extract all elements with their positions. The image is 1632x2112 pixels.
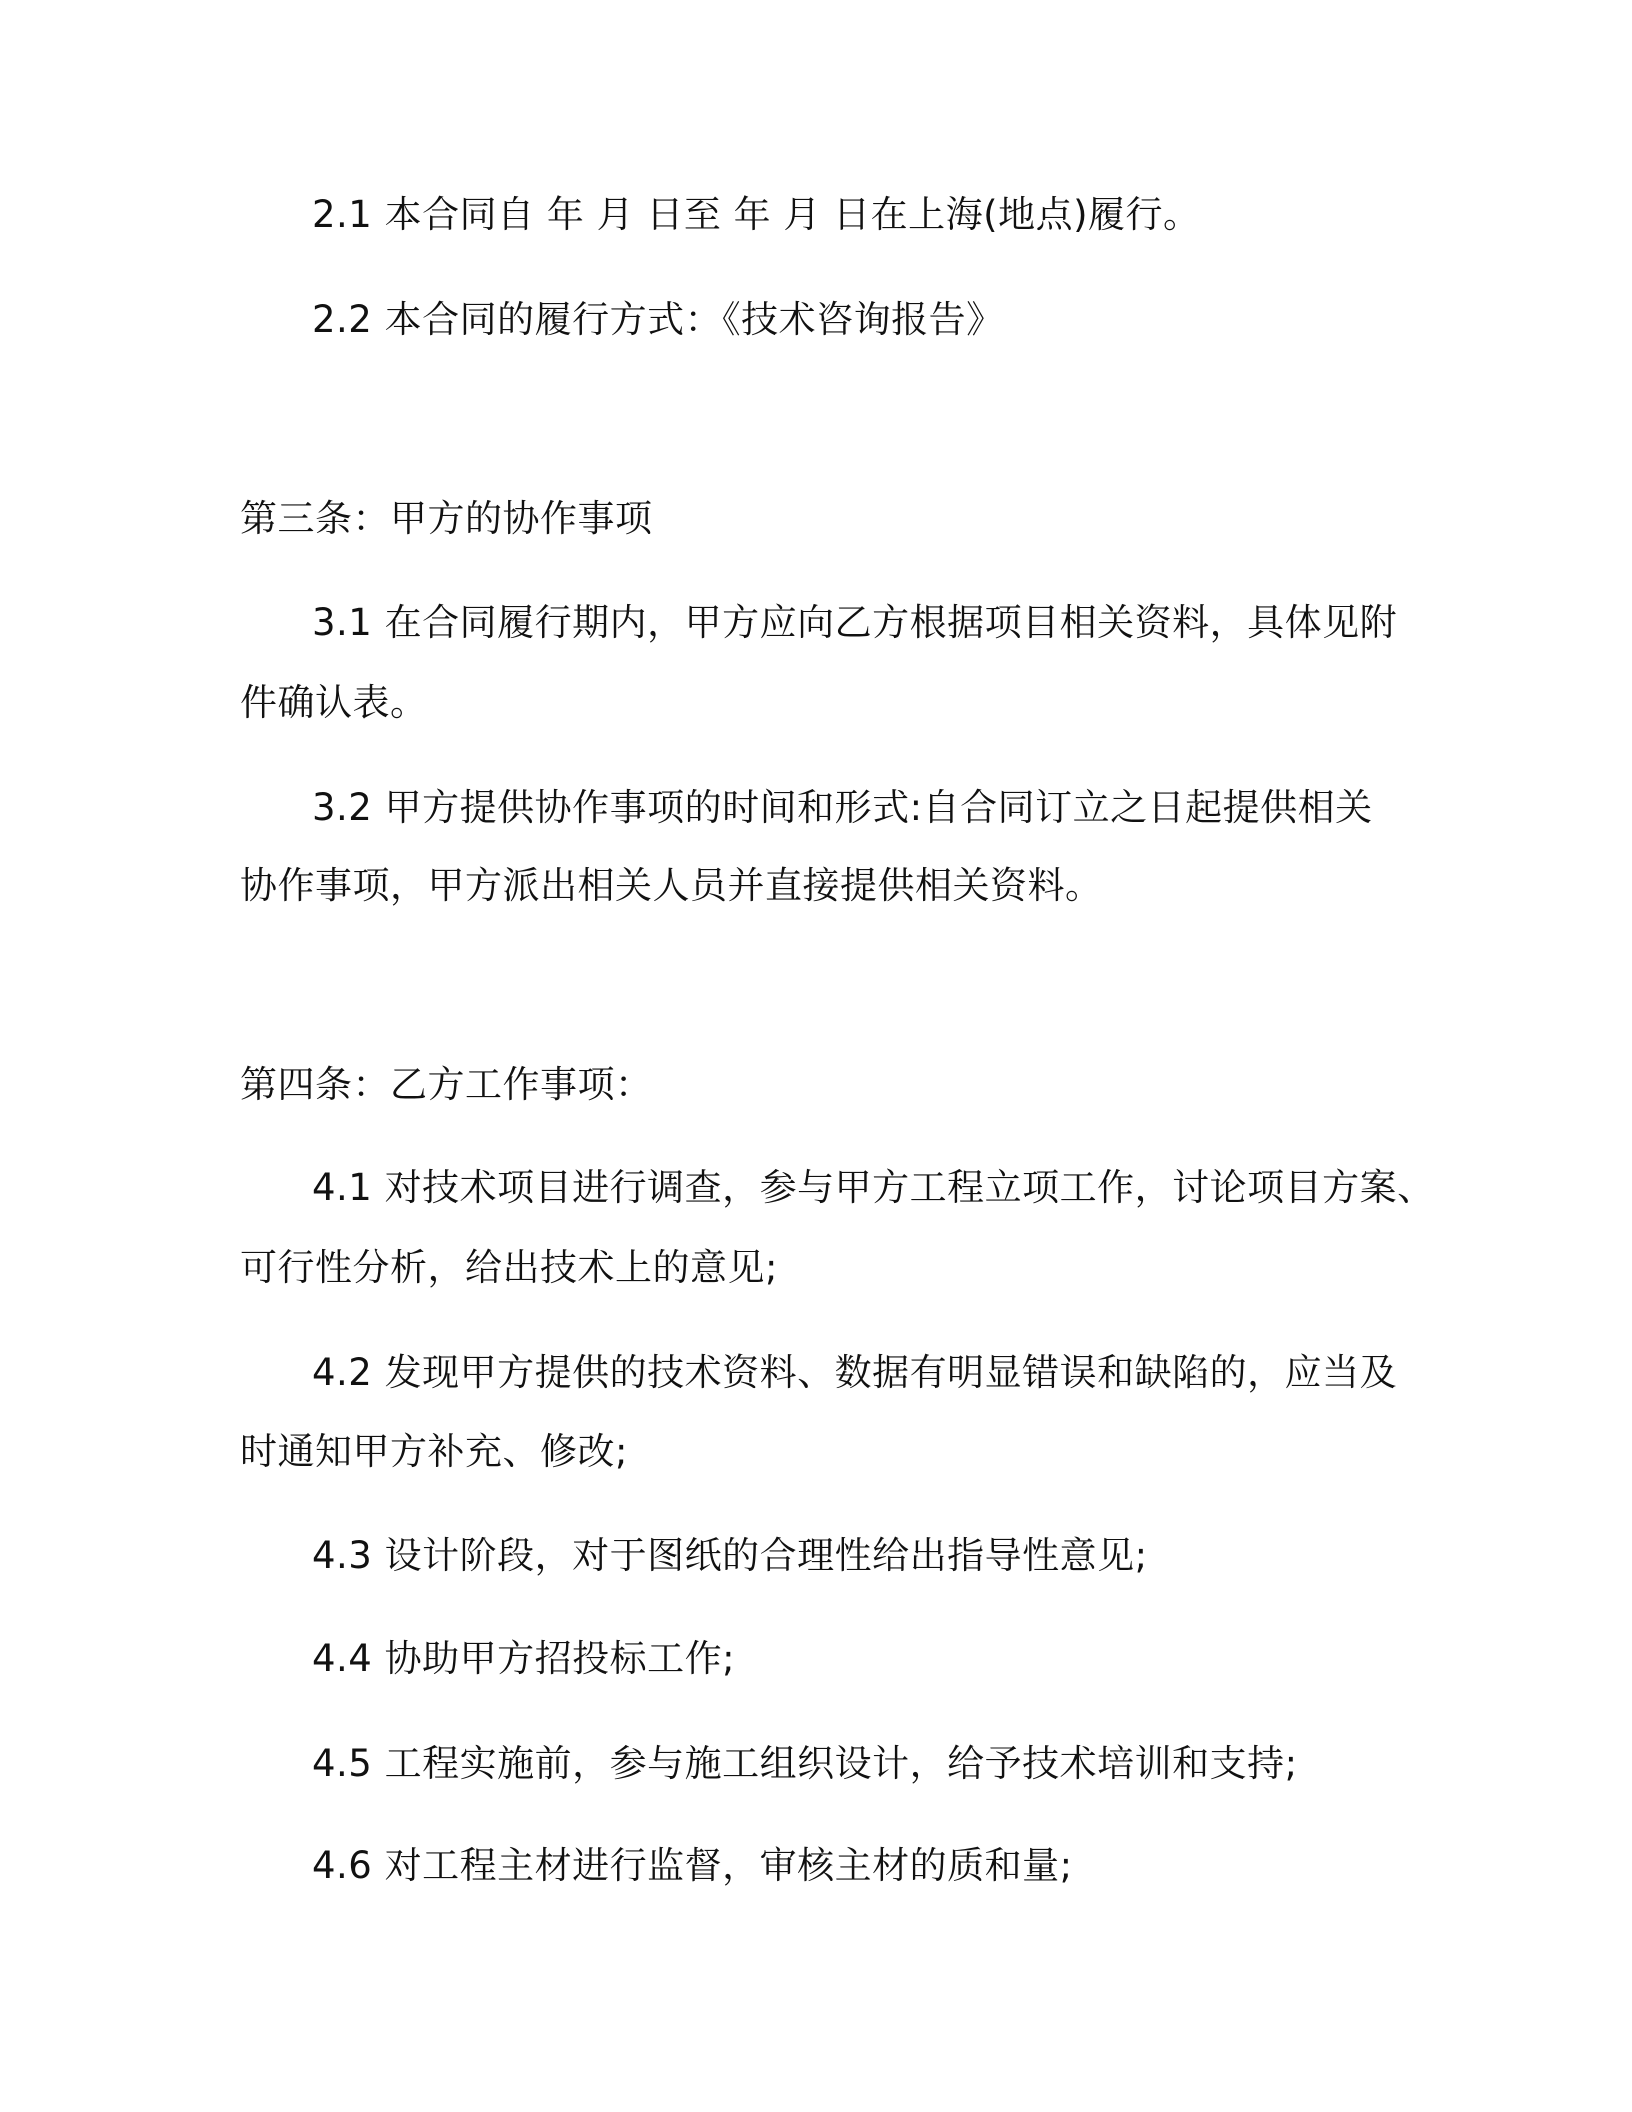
clause-4-2-line-1: 4.2 发现甲方提供的技术资料、数据有明显错误和缺陷的，应当及 [312,1351,1398,1394]
clause-2-2: 2.2 本合同的履行方式：《技术咨询报告》 [312,298,1004,341]
clause-4-2-line-2: 时通知甲方补充、修改; [240,1430,628,1473]
clause-4-3: 4.3 设计阶段，对于图纸的合理性给出指导性意见; [312,1534,1148,1577]
article-3-heading: 第三条：甲方的协作事项 [240,497,653,540]
clause-3-2-line-2: 协作事项，甲方派出相关人员并直接提供相关资料。 [240,864,1103,907]
clause-4-6: 4.6 对工程主材进行监督，审核主材的质和量; [312,1844,1073,1887]
clause-4-4: 4.4 协助甲方招投标工作; [312,1637,736,1680]
clause-4-1-line-1: 4.1 对技术项目进行调查，参与甲方工程立项工作，讨论项目方案、 [312,1166,1435,1209]
clause-4-1-line-2: 可行性分析，给出技术上的意见; [240,1246,778,1289]
clause-3-1-line-1: 3.1 在合同履行期内，甲方应向乙方根据项目相关资料，具体见附 [312,601,1398,644]
clause-3-1-line-2: 件确认表。 [240,681,428,724]
article-4-heading: 第四条：乙方工作事项： [240,1063,653,1106]
clause-3-2-line-1: 3.2 甲方提供协作事项的时间和形式:自合同订立之日起提供相关 [312,786,1373,829]
clause-2-1: 2.1 本合同自 年 月 日至 年 月 日在上海(地点)履行。 [312,193,1201,236]
clause-4-5: 4.5 工程实施前，参与施工组织设计，给予技术培训和支持; [312,1742,1298,1785]
